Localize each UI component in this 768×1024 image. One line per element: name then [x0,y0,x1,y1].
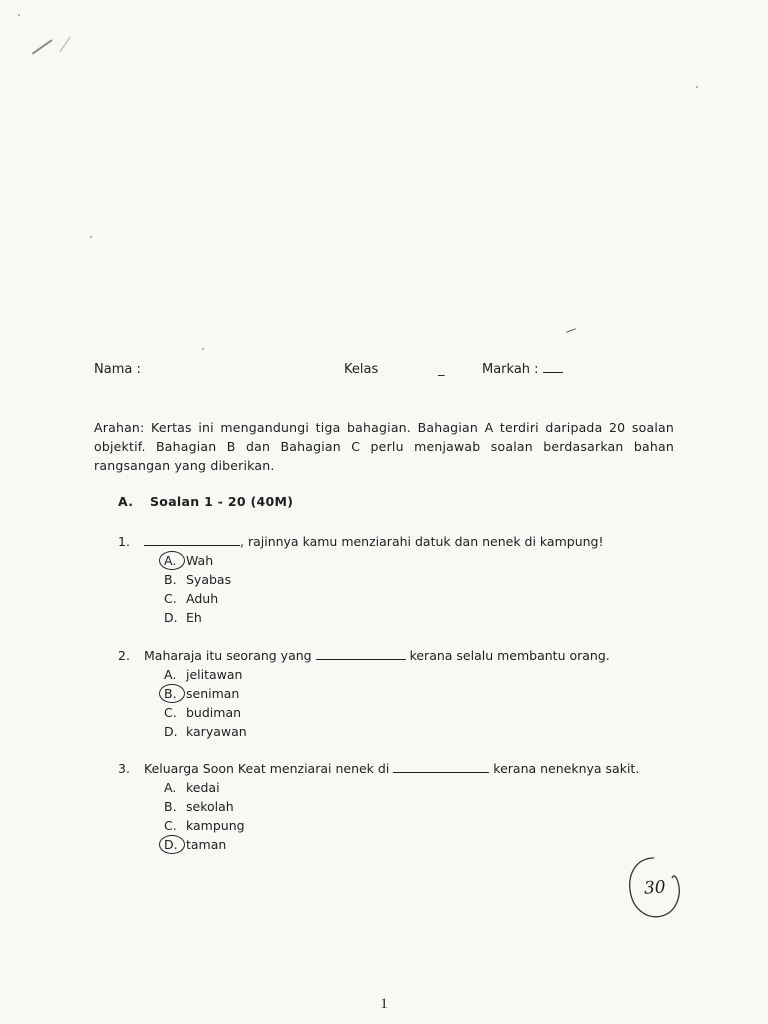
option-c: C. kampung [164,818,245,833]
option-b: B. sekolah [164,799,234,814]
question-text-after: kerana neneknya sakit. [493,761,640,776]
option-a: A. jelitawan [164,667,243,682]
answer-blank [316,647,406,660]
question-text-before: Keluarga Soon Keat menziarai nenek di [144,761,390,776]
section-letter: A. [118,494,134,509]
option-c: C. Aduh [164,591,219,606]
scan-dot [696,86,698,88]
option-b: B. seniman [164,684,610,703]
scan-dot [90,236,92,238]
option-a: A. Wah [164,551,604,570]
marks-field [482,362,563,378]
scan-mark [566,328,576,332]
class-blank: _ [438,362,445,377]
page-number: 1 [380,996,388,1012]
instructions-text: Arahan: Kertas ini mengandungi tiga bahagian. Bahagian A terdiri daripada 20 soalan objektif. Bahagian B dan Bahagian C perlu menjawab soalan berdasarkan bahan rangsangan yang diberikan. [94,420,674,473]
score-mark [624,856,682,920]
question-number: 3. [118,761,130,776]
option-c: C. budiman [164,705,242,720]
option-a: A. kedai [164,780,220,795]
question-text-before: Maharaja itu seorang yang [144,648,312,663]
question-2 [118,646,610,741]
question-3 [118,759,639,854]
scan-mark [59,37,70,52]
scan-dot [18,14,20,16]
scan-mark [32,39,53,54]
name-label: Nama : [94,362,141,377]
question-text-after: , rajinnya kamu menziarahi datuk dan nenek di kampung! [240,534,604,549]
question-number: 2. [118,648,130,663]
option-d: D. karyawan [164,724,247,739]
option-d: D. taman [164,835,639,854]
class-label: Kelas [344,362,379,377]
score-value: 30 [643,877,667,899]
answer-blank [144,533,240,546]
answer-blank [393,760,489,773]
option-b: B. Syabas [164,572,232,587]
question-number: 1. [118,534,130,549]
option-d: D. Eh [164,610,202,625]
question-text-after: kerana selalu membantu orang. [409,648,610,663]
marks-label: Markah : [482,362,539,377]
section-title: Soalan 1 - 20 (40M) [150,494,294,509]
section-heading [118,494,293,509]
marks-blank [543,372,563,373]
question-1 [118,532,604,627]
scan-dot [202,348,204,350]
